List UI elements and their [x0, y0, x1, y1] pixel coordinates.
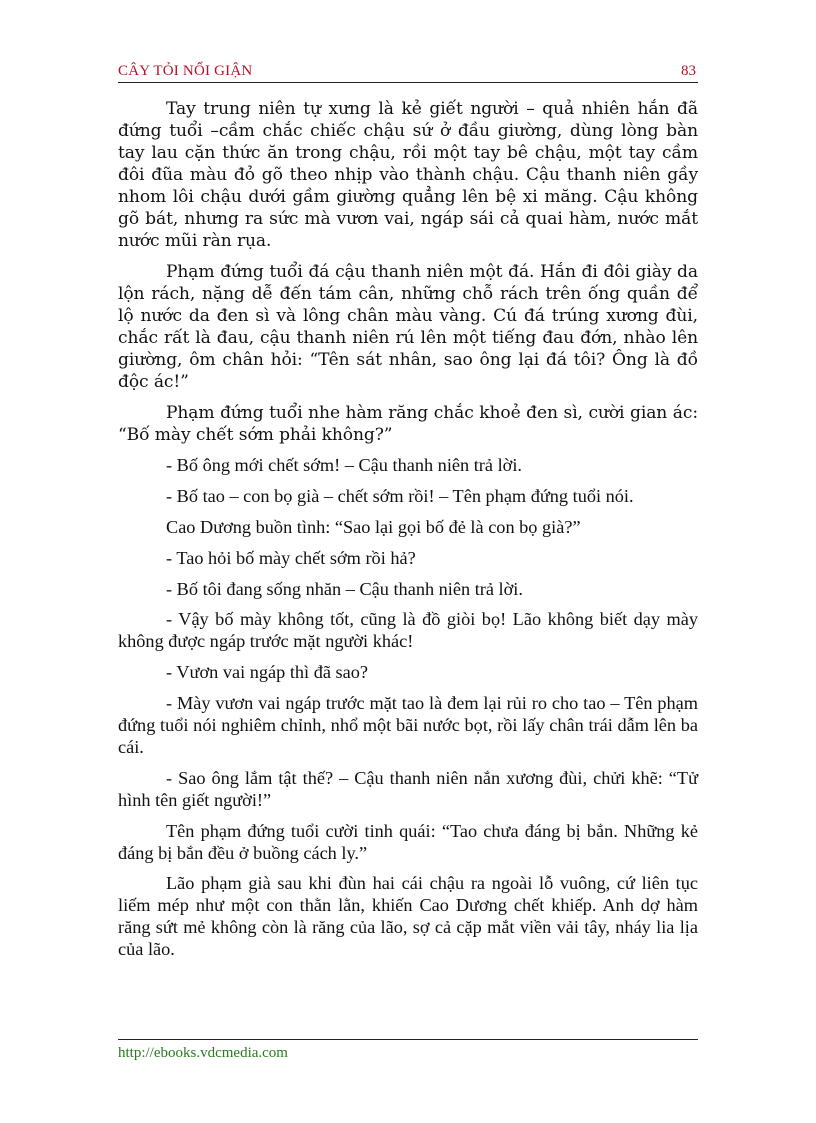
dialogue-paragraph: - Vậy bố mày không tốt, cũng là đồ giòi bọ! Lão không biết dạy mày không được ngáp trước mặt người khác! — [118, 609, 698, 652]
dialogue-paragraph: - Mày vươn vai ngáp trước mặt tao là đem lại rủi ro cho tao – Tên phạm đứng tuổi nói nghiêm chỉnh, nhổ một bãi nước bọt, rồi lấy chân trái dẫm lên ba cái. — [118, 692, 698, 757]
body-text — [118, 98, 698, 969]
paragraph: Phạm đứng tuổi nhe hàm răng chắc khoẻ đen sì, cười gian ác: “Bố mày chết sớm phải không?” — [118, 402, 698, 445]
dialogue-paragraph: - Bố ông mới chết sớm! – Cậu thanh niên trả lời. — [166, 455, 522, 476]
page-number: 83 — [681, 63, 696, 79]
dialogue-paragraph: - Sao ông lắm tật thế? – Cậu thanh niên nắn xương đùi, chửi khẽ: “Tử hình tên giết người!” — [118, 767, 698, 810]
dialogue-paragraph: Tên phạm đứng tuổi cười tinh quái: “Tao chưa đáng bị bắn. Những kẻ đáng bị bắn đều ở buồng cách ly.” — [118, 820, 698, 863]
running-title: CÂY TỎI NỔI GIẬN — [118, 63, 253, 79]
paragraph: Lão phạm già sau khi đùn hai cái chậu ra ngoài lỗ vuông, cứ liên tục liếm mép như một con thằn lằn, khiến Cao Dương chết khiếp. Anh dợ hàm răng sứt mẻ không còn là răng của lão, sợ cả cặp mắt viền vải tây, nháy lia lịa của lão. — [118, 873, 698, 960]
dialogue-paragraph: Cao Dương buồn tình: “Sao lại gọi bố đẻ là con bọ già?” — [166, 516, 581, 537]
dialogue-paragraph: - Tao hỏi bố mày chết sớm rồi hả? — [166, 547, 416, 568]
paragraph: Tay trung niên tự xưng là kẻ giết người – quả nhiên hắn đã đứng tuổi –cầm chắc chiếc chậu sứ ở đầu giường, dùng lòng bàn tay lau cặn thức ăn trong chậu, rồi một tay bê chậu, một tay cầm đôi đũa màu đỏ gõ theo nhịp vào thành chậu. Cậu thanh niên gầy nhom lôi chậu dưới gầm giường quẳng lên bệ xi măng. Cậu không gõ bát, nhưng ra sức mà vươn vai, ngáp sái cả quai hàm, nước mắt nước mũi ràn rụa. — [118, 99, 698, 251]
dialogue-paragraph: - Vươn vai ngáp thì đã sao? — [166, 662, 369, 683]
paragraph: Phạm đứng tuổi đá cậu thanh niên một đá. Hắn đi đôi giày da lộn rách, nặng dễ đến tám cân, những chỗ rách trên ống quần để lộ nước da đen sì và lông chân màu vàng. Cú đá trúng xương đùi, chắc rất là đau, cậu thanh niên rú lên một tiếng đau đớn, nhào lên giường, ôm chân hỏi: “Tên sát nhân, sao ông lại đá tôi? Ông là đồ độc ác!” — [118, 261, 698, 392]
dialogue-paragraph: - Bố tao – con bọ già – chết sớm rồi! – Tên phạm đứng tuổi nói. — [166, 486, 634, 507]
page-header — [118, 60, 698, 83]
dialogue-paragraph: - Bố tôi đang sống nhăn – Cậu thanh niên trả lời. — [166, 578, 523, 599]
footer-link[interactable]: http://ebooks.vdcmedia.com — [118, 1045, 288, 1061]
page-footer — [118, 1039, 698, 1062]
